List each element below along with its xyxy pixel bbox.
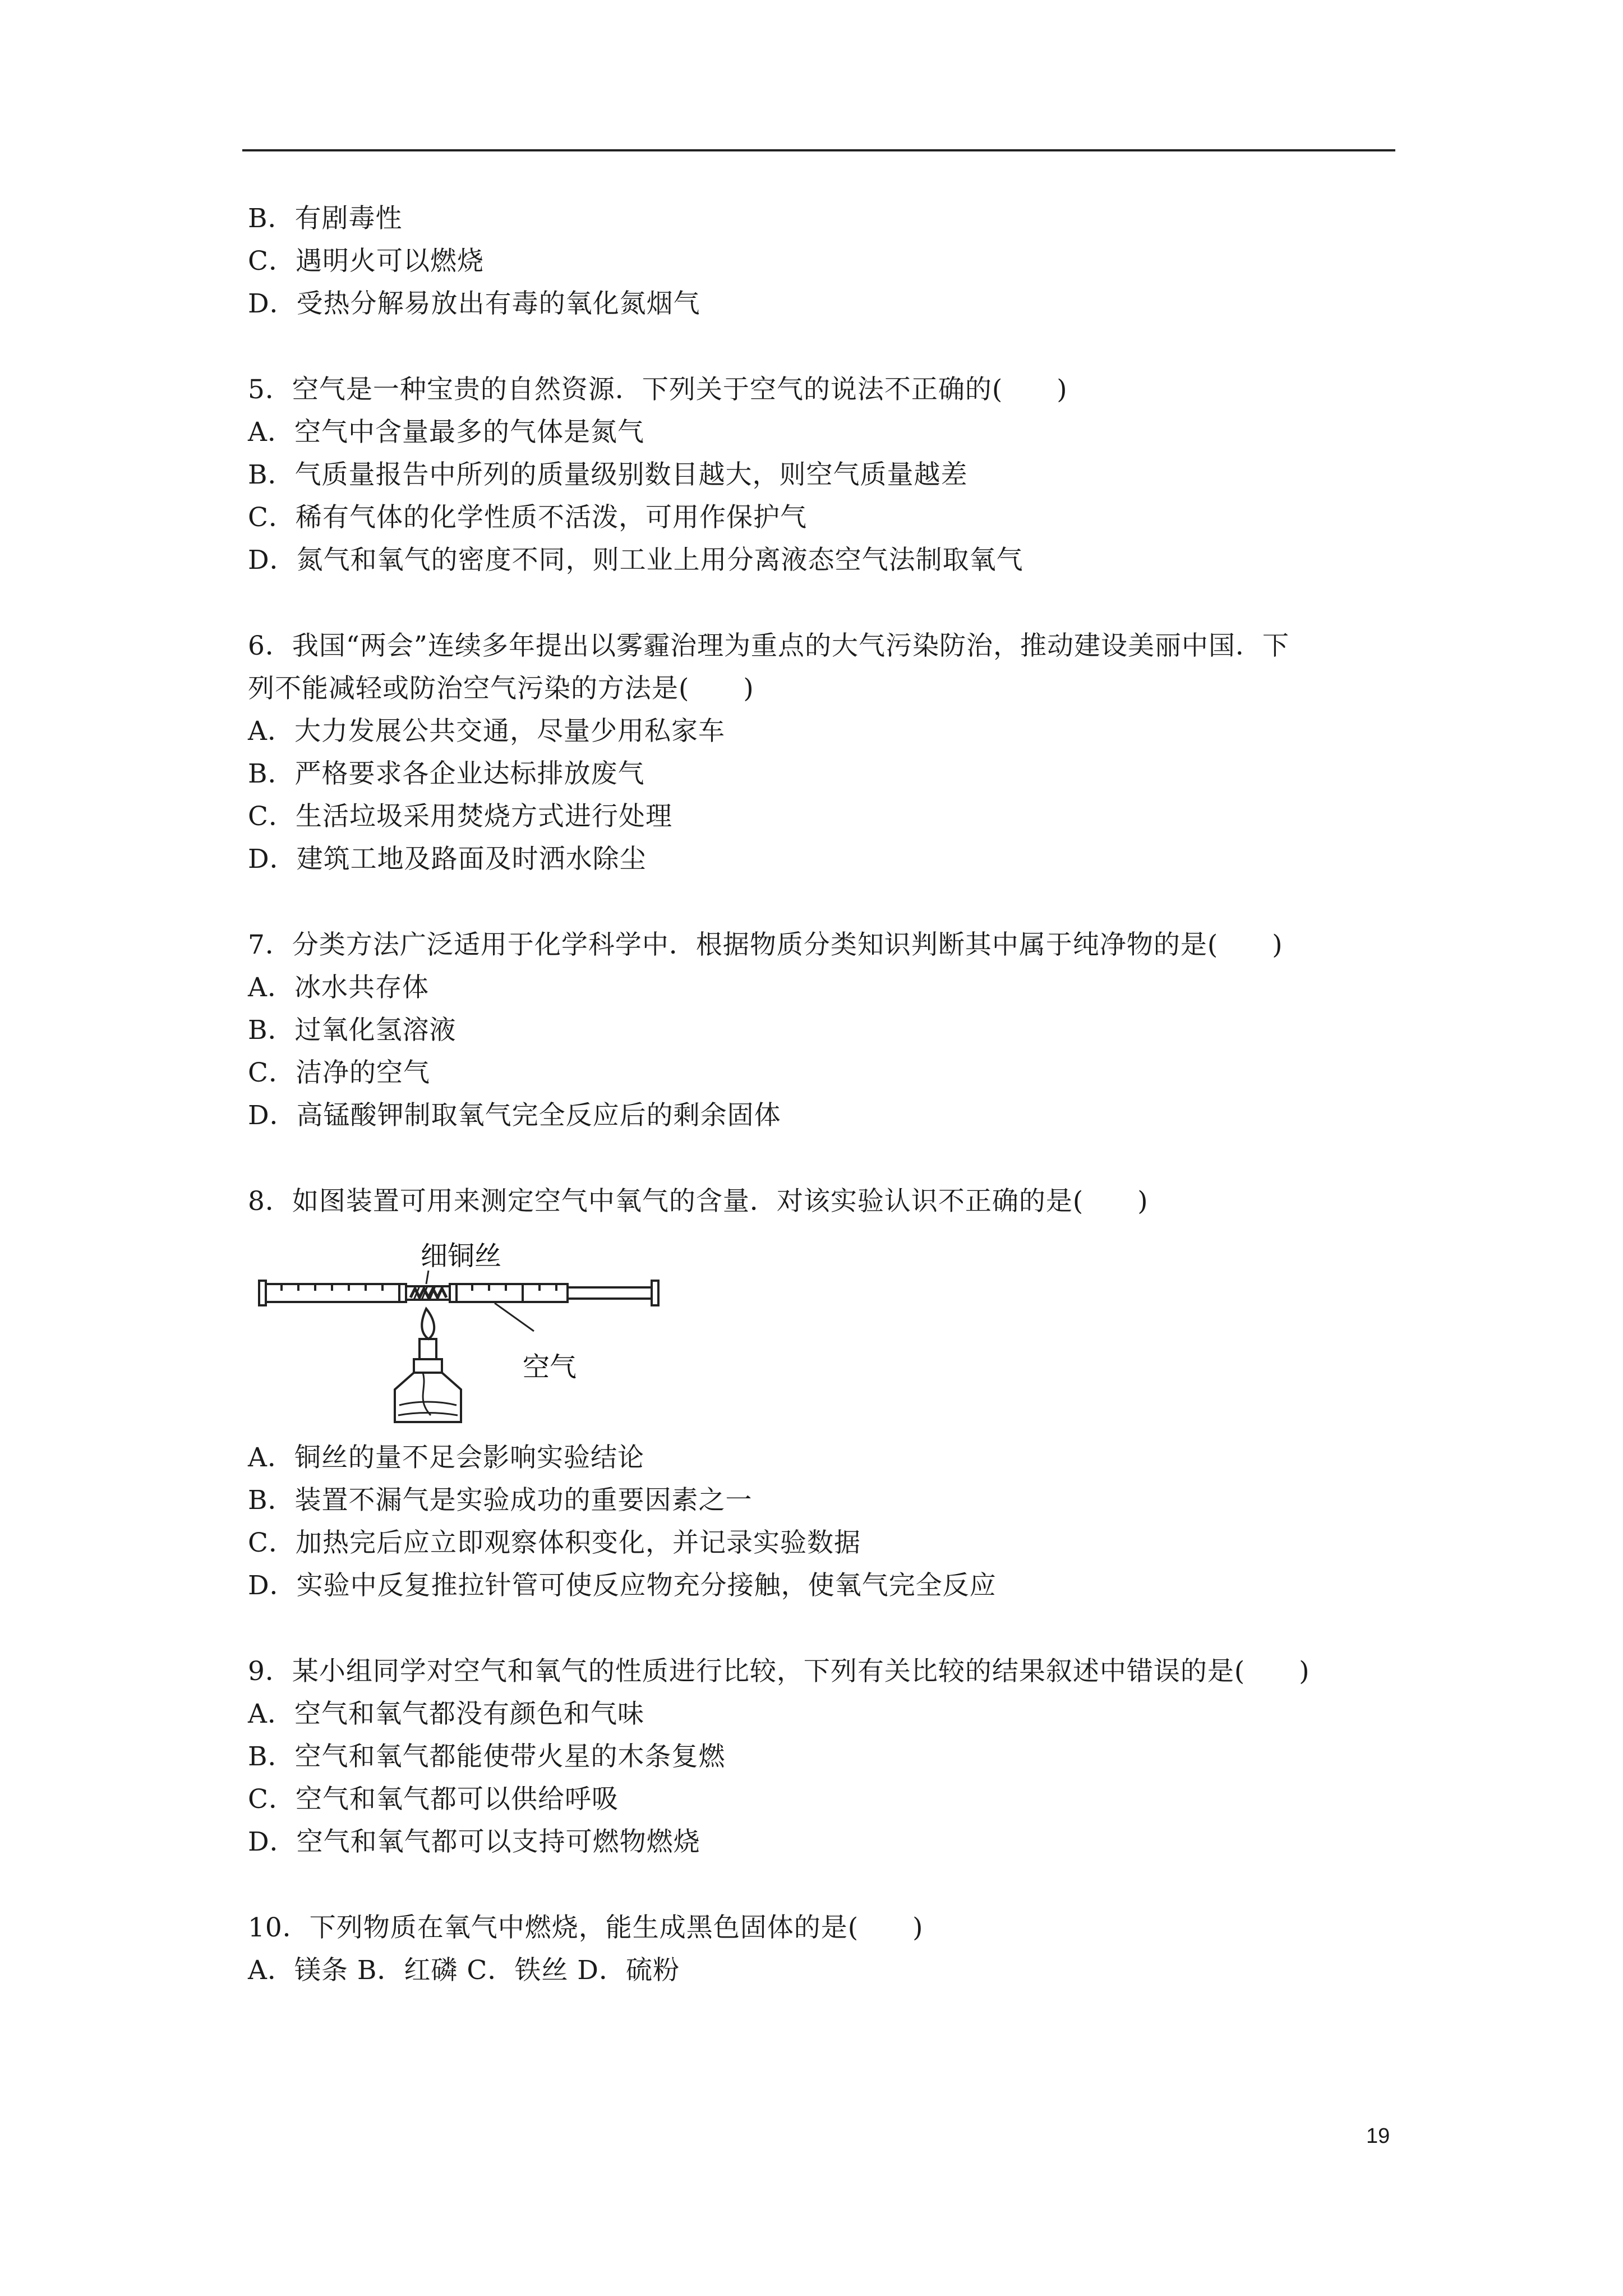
- q5-stem: 5．空气是一种宝贵的自然资源．下列关于空气的说法不正确的( ): [248, 374, 1068, 405]
- glass-tube-with-copper-coil: [406, 1271, 450, 1300]
- q9-option-d: D．空气和氧气都可以支持可燃物燃烧: [248, 1826, 700, 1857]
- right-syringe: [450, 1281, 658, 1331]
- q5-option-b: B．气质量报告中所列的质量级别数目越大，则空气质量越差: [248, 459, 968, 490]
- q7-option-d: D．高锰酸钾制取氧气完全反应后的剩余固体: [248, 1100, 781, 1131]
- q8-stem: 8．如图装置可用来测定空气中氧气的含量．对该实验认识不正确的是( ): [248, 1186, 1149, 1217]
- q8-option-a: A．铜丝的量不足会影响实验结论: [248, 1442, 644, 1473]
- page-number: 19: [1366, 2124, 1390, 2148]
- q8-option-c: C．加热完后应立即观察体积变化，并记录实验数据: [248, 1527, 861, 1558]
- q6-stem-line2: 列不能减轻或防治空气污染的方法是( ): [248, 673, 754, 704]
- q6-option-c: C．生活垃圾采用焚烧方式进行处理: [248, 801, 672, 832]
- label-air: 空气: [523, 1351, 577, 1383]
- q5-option-a: A．空气中含量最多的气体是氮气: [248, 417, 644, 448]
- q8-option-d: D．实验中反复推拉针管可使反应物充分接触，使氧气完全反应: [248, 1570, 997, 1601]
- q4-option-b: B．有剧毒性: [248, 203, 403, 234]
- q7-option-b: B．过氧化氢溶液: [248, 1015, 457, 1046]
- q7-stem: 7．分类方法广泛适用于化学科学中．根据物质分类知识判断其中属于纯净物的是( ): [248, 930, 1283, 960]
- q6-option-d: D．建筑工地及路面及时洒水除尘: [248, 844, 647, 875]
- q6-stem-line1: 6．我国“两会”连续多年提出以雾霾治理为重点的大气污染防治，推动建设美丽中国．下: [248, 631, 1289, 661]
- q9-option-a: A．空气和氧气都没有颜色和气味: [248, 1699, 644, 1729]
- q4-option-d: D．受热分解易放出有毒的氧化氮烟气: [248, 288, 700, 319]
- q9-option-c: C．空气和氧气都可以供给呼吸: [248, 1784, 619, 1815]
- header-rule: [242, 149, 1395, 151]
- copper-wire-apparatus-figure: [248, 1237, 741, 1439]
- q7-option-a: A．冰水共存体: [248, 972, 429, 1003]
- q5-option-c: C．稀有气体的化学性质不活泼，可用作保护气: [248, 502, 807, 533]
- q6-option-a: A．大力发展公共交通，尽量少用私家车: [248, 716, 725, 747]
- label-copper-wire: 细铜丝: [421, 1240, 502, 1272]
- q6-option-b: B．严格要求各企业达标排放废气: [248, 758, 645, 789]
- q10-stem: 10．下列物质在氧气中燃烧，能生成黑色固体的是( ): [248, 1912, 924, 1943]
- q5-option-d: D．氮气和氧气的密度不同，则工业上用分离液态空气法制取氧气: [248, 545, 1023, 576]
- q10-options: A．镁条 B．红磷 C．铁丝 D．硫粉: [248, 1955, 680, 1986]
- q9-stem: 9．某小组同学对空气和氧气的性质进行比较，下列有关比较的结果叙述中错误的是( ): [248, 1656, 1310, 1687]
- alcohol-lamp: [395, 1309, 461, 1422]
- left-syringe: [259, 1281, 406, 1305]
- q8-option-b: B．装置不漏气是实验成功的重要因素之一: [248, 1485, 753, 1516]
- q7-option-c: C．洁净的空气: [248, 1057, 430, 1088]
- q4-option-c: C．遇明火可以燃烧: [248, 246, 484, 277]
- q9-option-b: B．空气和氧气都能使带火星的木条复燃: [248, 1741, 726, 1772]
